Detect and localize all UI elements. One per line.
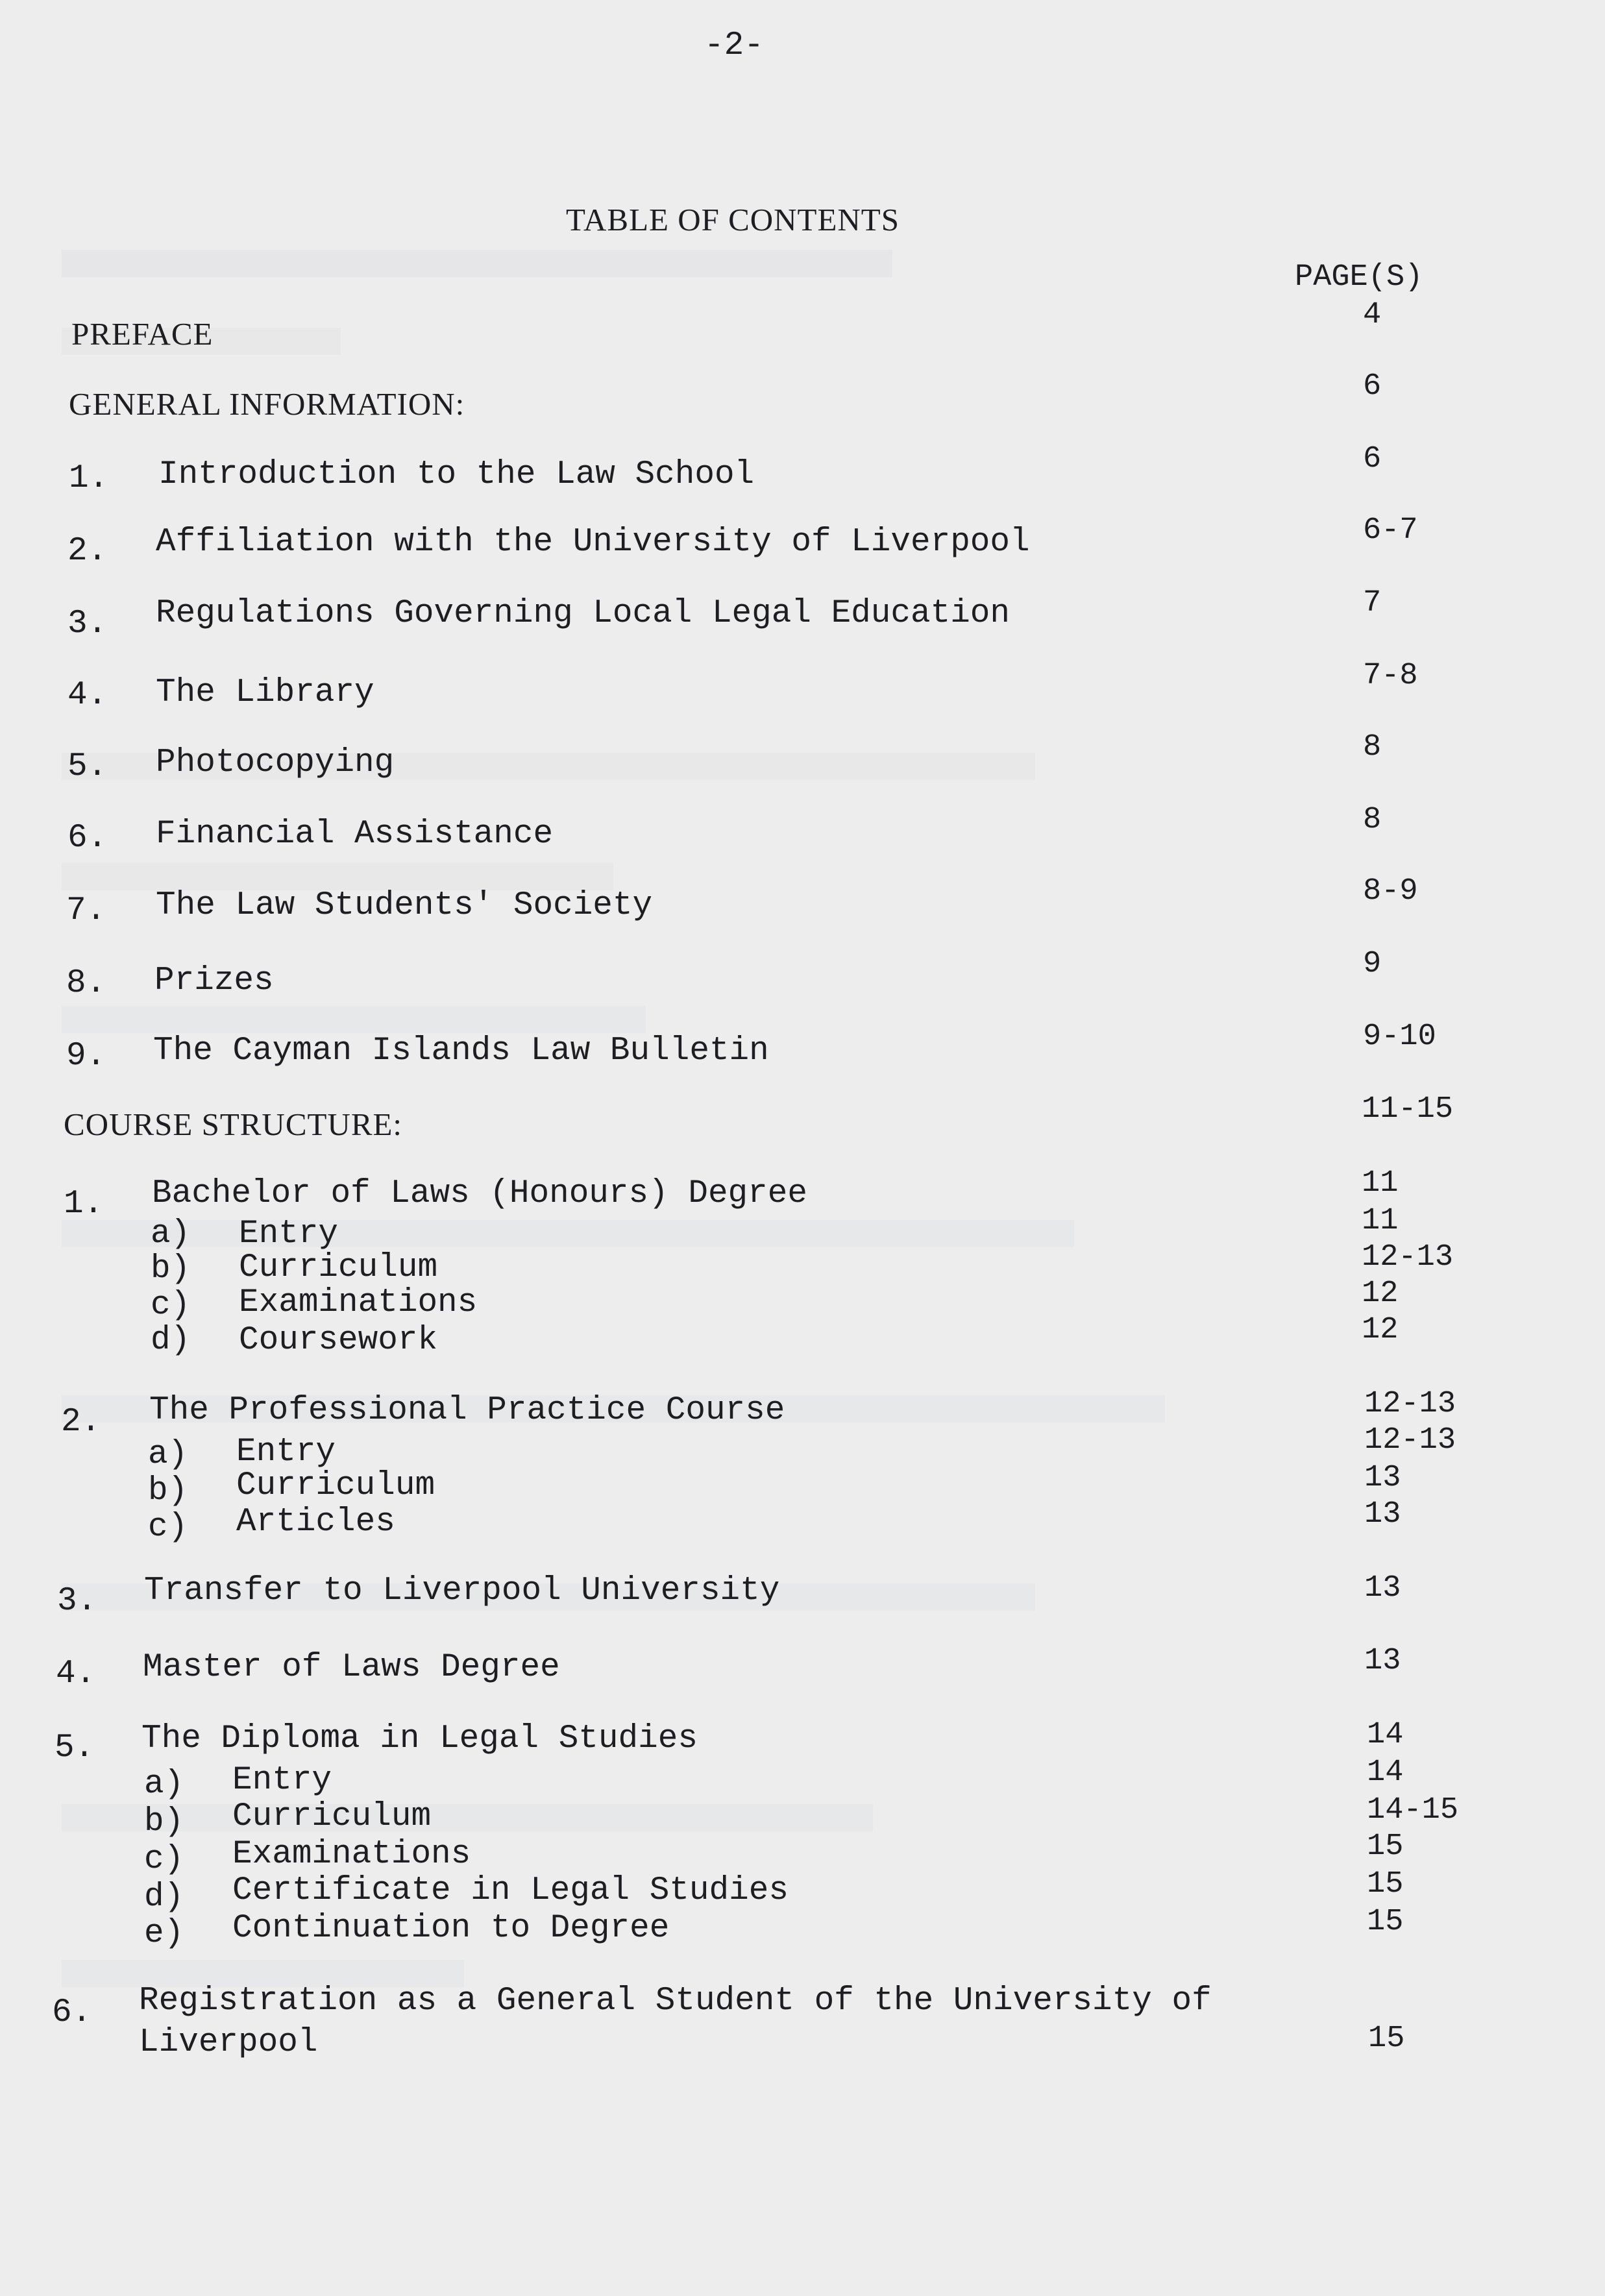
toc-entry-title: Bachelor of Laws (Honours) Degree <box>152 1175 807 1212</box>
course-structure-heading: COURSE STRUCTURE: <box>64 1106 403 1142</box>
toc-entry-number: 9. <box>66 1038 106 1075</box>
toc-page-ref: 8 <box>1363 730 1382 764</box>
toc-entry-title: Prizes <box>154 962 274 999</box>
toc-page-ref: 15 <box>1367 1867 1404 1901</box>
sub-entry-title: Coursework <box>239 1322 438 1359</box>
toc-page-ref: 9 <box>1363 947 1382 981</box>
toc-entry-number: 5. <box>55 1729 95 1766</box>
toc-page-ref: 7 <box>1363 586 1382 620</box>
sub-entry-letter: b) <box>148 1472 188 1509</box>
toc-page-ref: 7-8 <box>1363 659 1418 693</box>
sub-entry-letter: c) <box>148 1509 188 1546</box>
toc-entry-number: 4. <box>56 1655 96 1692</box>
toc-page-ref: 14 <box>1367 1755 1404 1790</box>
toc-page-ref: 14-15 <box>1367 1793 1459 1827</box>
general-information-heading: GENERAL INFORMATION: <box>69 386 465 422</box>
toc-page-ref: 12-13 <box>1364 1423 1456 1458</box>
sub-entry-letter: b) <box>144 1803 184 1840</box>
toc-page-ref: 15 <box>1367 1829 1404 1864</box>
toc-entry-title: Financial Assistance <box>156 816 554 853</box>
sub-entry-letter: d) <box>144 1879 184 1916</box>
sub-entry-title: Examinations <box>239 1284 478 1321</box>
sub-entry-title: Entry <box>236 1434 336 1471</box>
sub-entry-letter: c) <box>144 1841 184 1878</box>
sub-entry-title: Curriculum <box>239 1249 438 1286</box>
toc-entry-number: 1. <box>69 460 109 497</box>
toc-page-ref: 11-15 <box>1362 1092 1454 1127</box>
toc-page-ref: 13 <box>1364 1571 1401 1606</box>
toc-page-ref: 13 <box>1364 1644 1401 1678</box>
toc-page-ref: 8-9 <box>1363 874 1418 909</box>
toc-entry-number: 6. <box>52 1994 92 2031</box>
toc-entry-title: The Cayman Islands Law Bulletin <box>153 1032 769 1069</box>
toc-page-ref: 12-13 <box>1362 1240 1454 1275</box>
sub-entry-letter: b) <box>151 1251 191 1288</box>
toc-page-ref: 12-13 <box>1364 1387 1456 1421</box>
sub-entry-title: Articles <box>236 1504 395 1541</box>
sub-entry-title: Continuation to Degree <box>232 1910 670 1947</box>
toc-entry-title: The Professional Practice Course <box>149 1392 785 1429</box>
toc-entry-title: Affiliation with the University of Liverpool <box>156 524 1030 561</box>
toc-page-ref: 11 <box>1362 1204 1399 1238</box>
toc-page-ref: 14 <box>1367 1718 1404 1752</box>
preface-heading: PREFACE <box>71 316 214 352</box>
toc-entry-title: The Law Students' Society <box>156 887 653 924</box>
toc-page-ref: 15 <box>1368 2021 1405 2056</box>
toc-entry-number: 2. <box>61 1404 101 1441</box>
sub-entry-title: Certificate in Legal Studies <box>232 1872 789 1909</box>
toc-entry-number: 1. <box>64 1186 104 1223</box>
toc-entry-number: 4. <box>67 677 108 714</box>
toc-entry-title: Introduction to the Law School <box>158 456 755 493</box>
toc-page-ref: 4 <box>1363 298 1382 332</box>
toc-entry-title: Master of Laws Degree <box>143 1649 560 1686</box>
page-column-header: PAGE(S) <box>1295 260 1423 295</box>
toc-page-ref: 6-7 <box>1363 513 1418 548</box>
toc-entry-number: 6. <box>67 820 108 857</box>
toc-page-ref: 11 <box>1362 1166 1399 1201</box>
toc-entry-number: 2. <box>67 533 108 570</box>
toc-entry-number: 8. <box>66 965 106 1002</box>
sub-entry-title: Curriculum <box>232 1798 432 1835</box>
toc-entry-title: Regulations Governing Local Legal Education <box>156 595 1011 632</box>
toc-entry-title: The Library <box>156 674 374 711</box>
toc-entry-title: Registration as a General Student of the University of <box>139 1983 1212 2020</box>
toc-entry-number: 3. <box>67 605 108 642</box>
sub-entry-title: Entry <box>239 1215 339 1252</box>
toc-page-ref: 15 <box>1367 1905 1404 1939</box>
toc-page-ref: 12 <box>1362 1276 1399 1311</box>
toc-page-ref: 13 <box>1364 1497 1401 1532</box>
toc-page-ref: 13 <box>1364 1461 1401 1495</box>
sub-entry-title: Examinations <box>232 1836 471 1873</box>
toc-page-ref: 6 <box>1363 369 1382 404</box>
toc-entry-number: 5. <box>67 748 108 785</box>
sub-entry-title: Curriculum <box>236 1467 435 1504</box>
sub-entry-letter: a) <box>144 1766 184 1803</box>
toc-page-ref: 9-10 <box>1363 1020 1436 1054</box>
toc-entry-number: 3. <box>57 1583 97 1620</box>
sub-entry-title: Entry <box>232 1762 332 1799</box>
toc-entry-title-continued: Liverpool <box>139 2024 318 2061</box>
toc-page-ref: 8 <box>1363 803 1382 837</box>
toc-page-ref: 12 <box>1362 1313 1399 1347</box>
toc-entry-number: 7. <box>66 892 106 929</box>
page-number: -2- <box>704 27 764 64</box>
sub-entry-letter: a) <box>148 1436 188 1473</box>
toc-title: TABLE OF CONTENTS <box>566 202 900 238</box>
sub-entry-letter: e) <box>144 1915 184 1952</box>
sub-entry-letter: a) <box>151 1215 191 1252</box>
sub-entry-letter: d) <box>151 1322 191 1359</box>
toc-entry-title: Photocopying <box>156 744 395 781</box>
toc-entry-title: Transfer to Liverpool University <box>144 1572 780 1609</box>
sub-entry-letter: c) <box>151 1287 191 1324</box>
toc-entry-title: The Diploma in Legal Studies <box>141 1720 698 1757</box>
toc-page-ref: 6 <box>1363 442 1382 476</box>
